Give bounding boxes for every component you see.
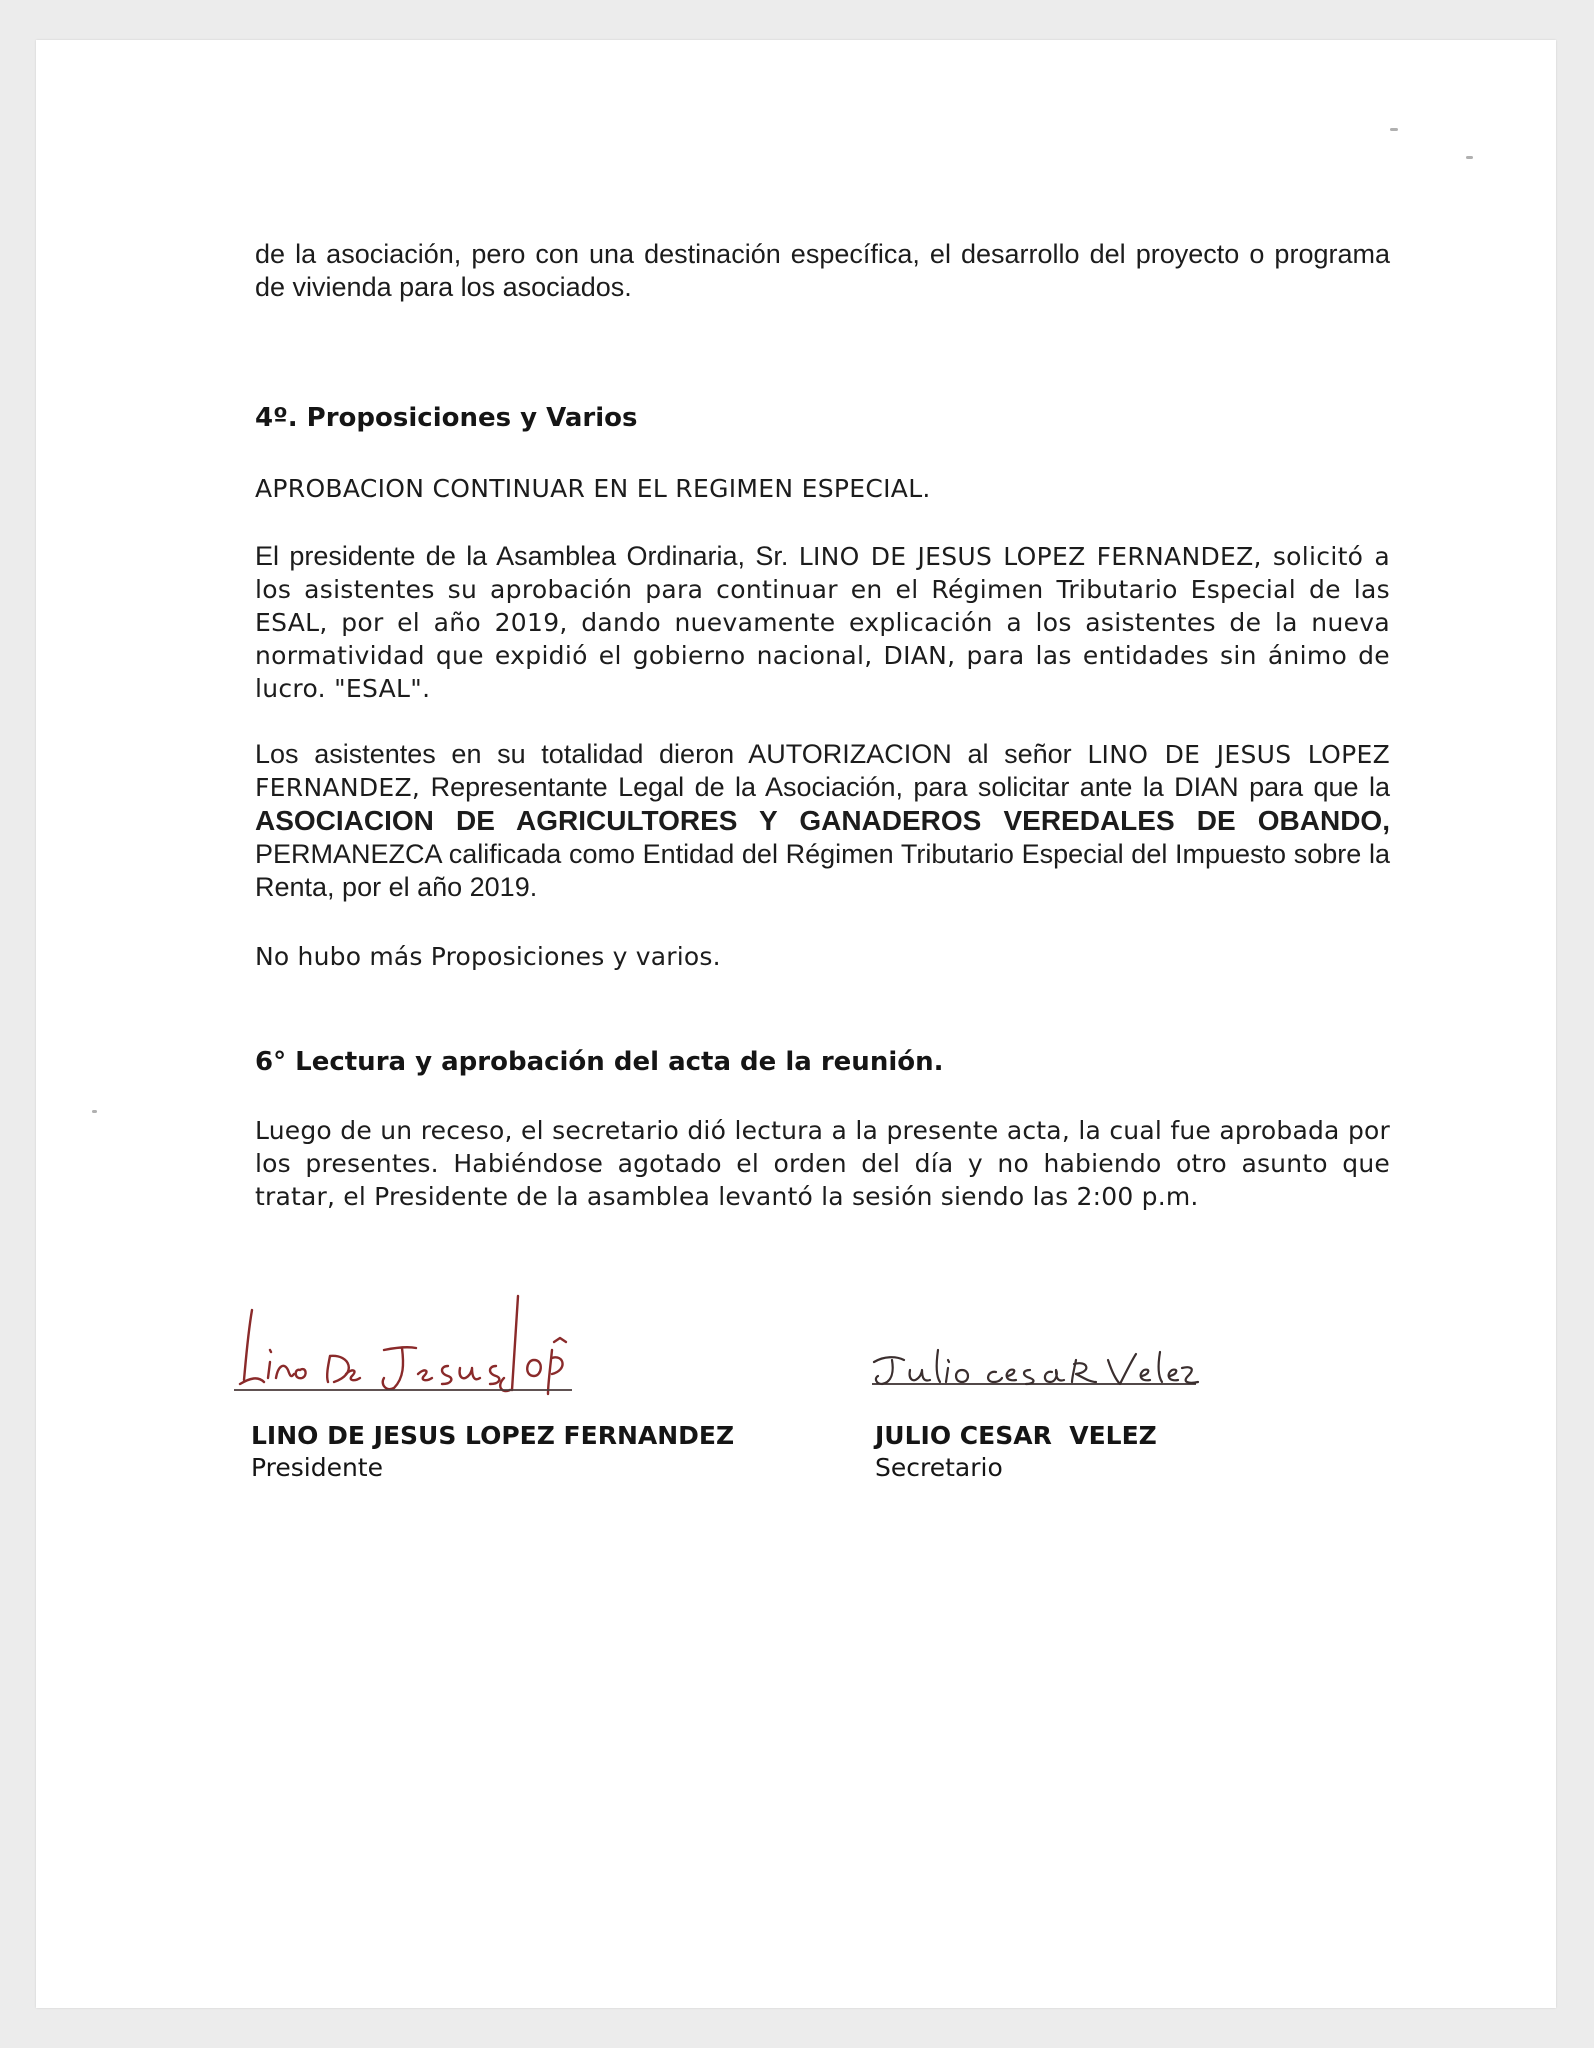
- section-4-subtitle: APROBACION CONTINUAR EN EL REGIMEN ESPECIAL.: [255, 474, 931, 503]
- scan-speck: [1466, 156, 1473, 159]
- document-page: [36, 40, 1556, 2008]
- secretary-role: Secretario: [875, 1453, 1003, 1482]
- section-4-heading: 4º. Proposiciones y Varios: [255, 403, 638, 433]
- para2-text-b: LINO DE JESUS LOPEZ FERNANDEZ,: [255, 740, 1390, 802]
- association-name: ASOCIACION DE AGRICULTORES Y GANADEROS VEREDALES DE OBANDO,: [255, 805, 1390, 836]
- scan-speck: [1390, 128, 1398, 131]
- president-handwritten-signature: [234, 1278, 574, 1408]
- section-6-heading: 6° Lectura y aprobación del acta de la reunión.: [255, 1047, 944, 1077]
- secretary-name: JULIO CESAR VELEZ: [875, 1421, 1157, 1450]
- section-4-paragraph-2: [255, 738, 1390, 904]
- para1-text-a: El presidente de la Asamblea Ordinaria, Sr.: [255, 541, 799, 571]
- para2-text-c: Representante Legal de la Asociación, para solicitar ante la DIAN para que la: [420, 772, 1390, 802]
- scan-speck: [92, 1110, 97, 1113]
- para1-text-b: LINO DE JESUS LOPEZ FERNANDEZ, solicitó a los asistentes su aprobación para continuar en el Régimen Tributario Especial de las ESAL, por el año 2019, dando nuevamente explicación a los asistentes de la nueva normatividad que expidió el gobierno nacional, DIAN, para las entidades sin ánimo de lucro. "ESAL".: [255, 542, 1390, 703]
- president-signature-block: [251, 1420, 734, 1484]
- intro-paragraph: de la asociación, pero con una destinación específica, el desarrollo del proyecto o programa de vivienda para los asociados.: [255, 239, 1390, 302]
- section-4-closing: No hubo más Proposiciones y varios.: [255, 942, 721, 971]
- para2-text-d: PERMANEZCA calificada como Entidad del Régimen Tributario Especial del Impuesto sobre la Renta, por el año 2019.: [255, 839, 1390, 902]
- secretary-handwritten-signature: [870, 1320, 1200, 1410]
- section-6-paragraph: Luego de un receso, el secretario dió lectura a la presente acta, la cual fue aprobada por los presentes. Habiéndose agotado el orden del día y no habiendo otro asunto que tratar, el Presidente de la asamblea levantó la sesión siendo las 2:00 p.m.: [255, 1116, 1390, 1211]
- section-4-paragraph-1: [255, 540, 1390, 705]
- president-role: Presidente: [251, 1453, 383, 1482]
- para2-text-a: Los asistentes en su totalidad dieron AUTORIZACION al señor: [255, 739, 1088, 769]
- secretary-signature-block: [875, 1420, 1157, 1484]
- president-name: LINO DE JESUS LOPEZ FERNANDEZ: [251, 1421, 735, 1450]
